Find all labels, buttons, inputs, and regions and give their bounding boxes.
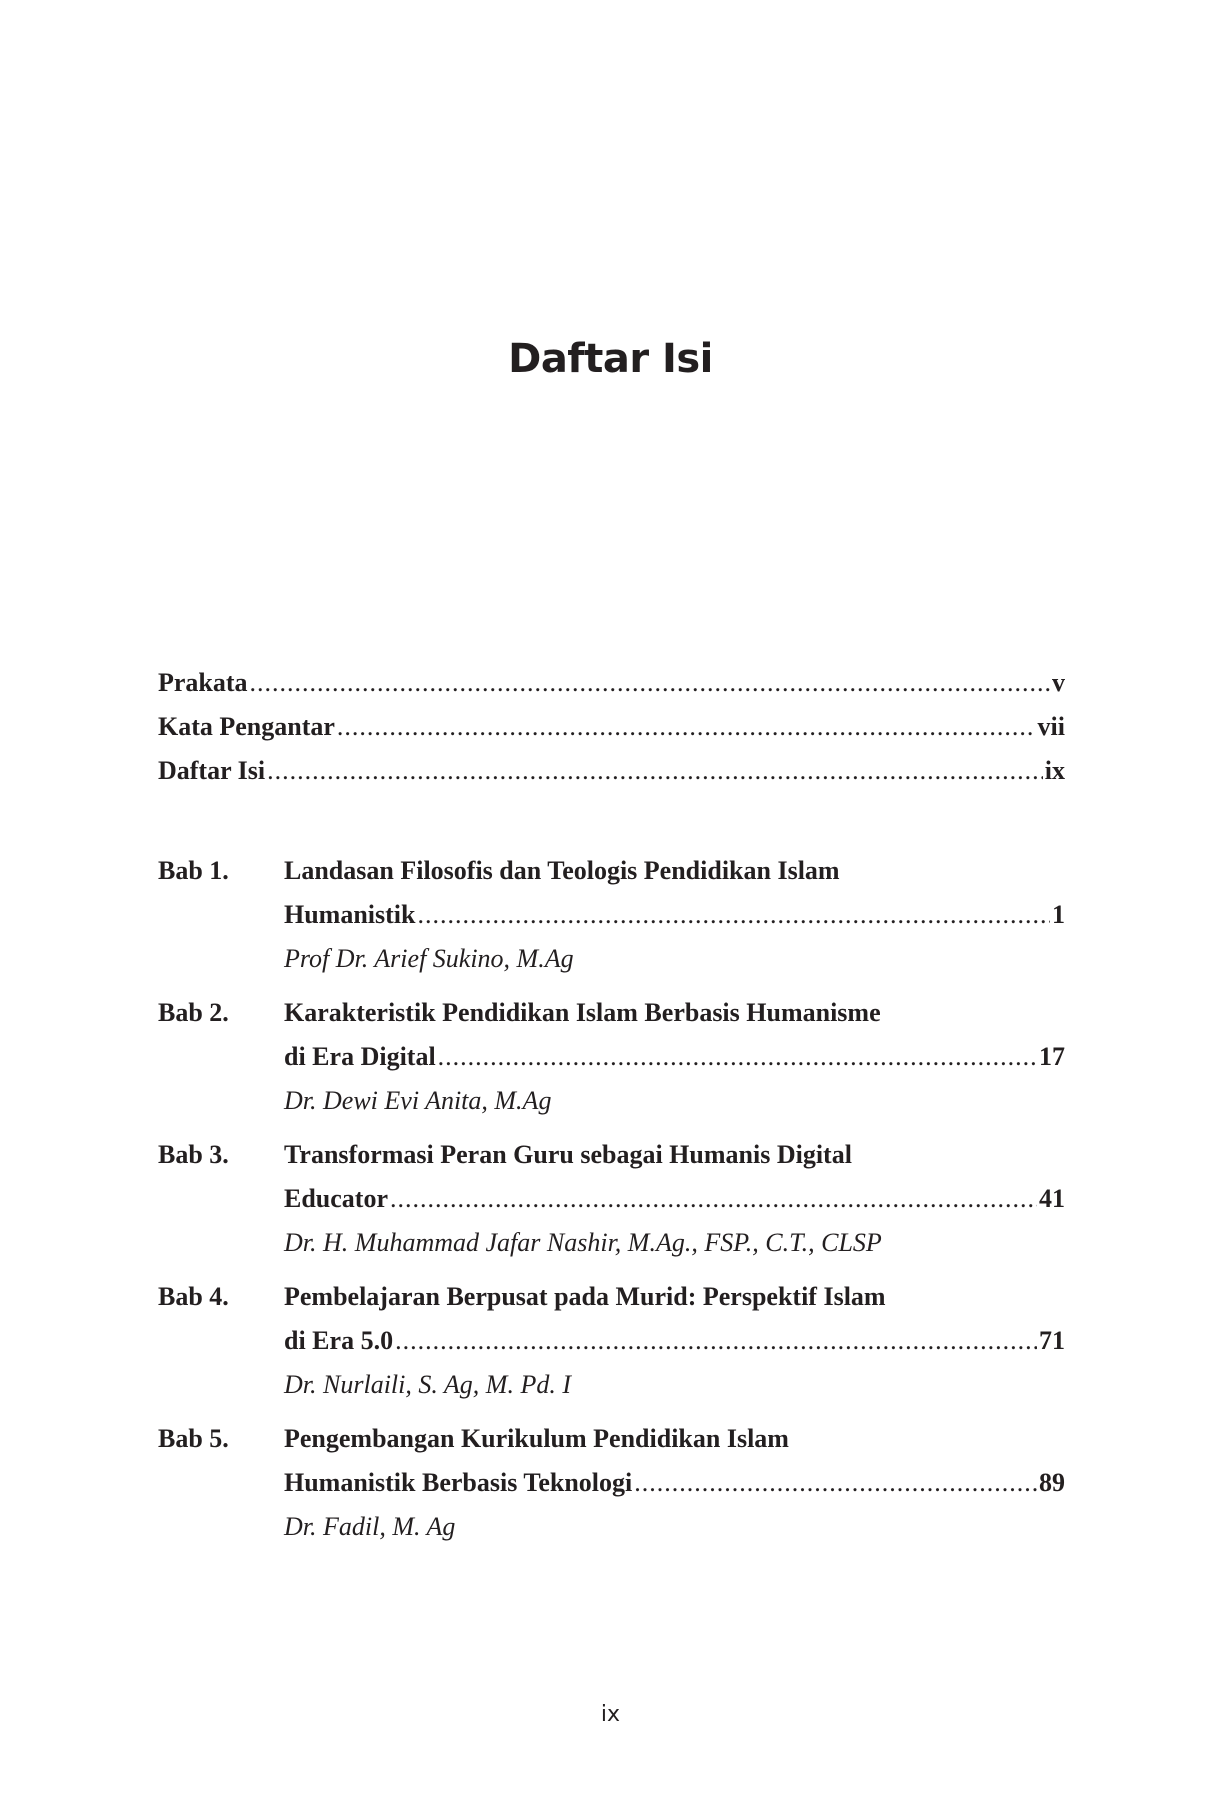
chapter-title: Landasan Filosofis dan Teologis Pendidikan Islam (284, 856, 840, 885)
dot-leader (438, 1035, 1037, 1079)
chapter-number: Bab 4. (158, 1282, 229, 1311)
chapter-page: 1 (1052, 900, 1065, 929)
dot-leader (390, 1177, 1037, 1221)
chapter-title: Transformasi Peran Guru sebagai Humanis Digital (284, 1140, 852, 1169)
toc-entry-prakata[interactable] (158, 668, 1065, 712)
chapter-page: 71 (1039, 1326, 1065, 1355)
chapter-author: Dr. Dewi Evi Anita, M.Ag (284, 1086, 552, 1115)
chapter-page: 41 (1039, 1184, 1065, 1213)
chapter-body (284, 991, 1065, 1123)
chapter-body (284, 1417, 1065, 1549)
toc-entry-label: Kata Pengantar (158, 712, 335, 741)
chapter-number: Bab 2. (158, 998, 229, 1027)
chapter-title-continuation (284, 1461, 1065, 1505)
dot-leader (395, 1319, 1037, 1363)
chapter-title: Pengembangan Kurikulum Pendidikan Islam (284, 1424, 789, 1453)
chapter-author: Dr. H. Muhammad Jafar Nashir, M.Ag., FSP., C.T., CLSP (284, 1228, 882, 1257)
chapter-entry-4[interactable] (158, 1275, 1065, 1407)
page-title: Daftar Isi (508, 336, 713, 382)
toc-entry-label: Daftar Isi (158, 756, 266, 785)
toc-entry-kata-pengantar[interactable] (158, 712, 1065, 756)
chapter-entry-1[interactable] (158, 849, 1065, 981)
chapter-body (284, 849, 1065, 981)
chapter-entry-3[interactable] (158, 1133, 1065, 1265)
chapter-title-continuation (284, 1035, 1065, 1079)
dot-leader (634, 1461, 1037, 1505)
chapter-title-continuation (284, 1177, 1065, 1221)
chapter-author: Prof Dr. Arief Sukino, M.Ag (284, 944, 574, 973)
chapter-number: Bab 5. (158, 1424, 229, 1453)
chapter-title-continuation (284, 1319, 1065, 1363)
toc-entry-page: vii (1037, 712, 1065, 741)
chapter-title-line2: Educator (284, 1184, 388, 1213)
dot-leader (418, 893, 1051, 937)
toc-entry-daftar-isi[interactable] (158, 756, 1065, 800)
page-number-footer: ix (600, 1702, 621, 1727)
chapter-title-line2: Humanistik (284, 900, 416, 929)
chapter-page: 89 (1039, 1468, 1065, 1497)
toc-entry-label: Prakata (158, 668, 248, 697)
chapter-title: Karakteristik Pendidikan Islam Berbasis Humanisme (284, 998, 881, 1027)
dot-leader (337, 712, 1036, 742)
chapter-entry-2[interactable] (158, 991, 1065, 1123)
chapter-author: Dr. Nurlaili, S. Ag, M. Pd. I (284, 1370, 571, 1399)
chapter-list (158, 849, 1065, 1559)
chapter-title-line2: di Era 5.0 (284, 1326, 394, 1355)
chapter-title: Pembelajaran Berpusat pada Murid: Perspektif Islam (284, 1282, 886, 1311)
chapter-title-continuation (284, 893, 1065, 937)
toc-entry-page: ix (1044, 756, 1065, 785)
chapter-body (284, 1275, 1065, 1407)
toc-entry-page: v (1052, 668, 1065, 697)
chapter-title-line2: Humanistik Berbasis Teknologi (284, 1468, 633, 1497)
front-matter-list (158, 668, 1065, 800)
chapter-body (284, 1133, 1065, 1265)
chapter-title-line2: di Era Digital (284, 1042, 436, 1071)
chapter-page: 17 (1039, 1042, 1065, 1071)
dot-leader (267, 756, 1043, 786)
chapter-number: Bab 3. (158, 1140, 229, 1169)
chapter-author: Dr. Fadil, M. Ag (284, 1512, 456, 1541)
chapter-number: Bab 1. (158, 856, 229, 885)
dot-leader (250, 668, 1050, 698)
chapter-entry-5[interactable] (158, 1417, 1065, 1549)
